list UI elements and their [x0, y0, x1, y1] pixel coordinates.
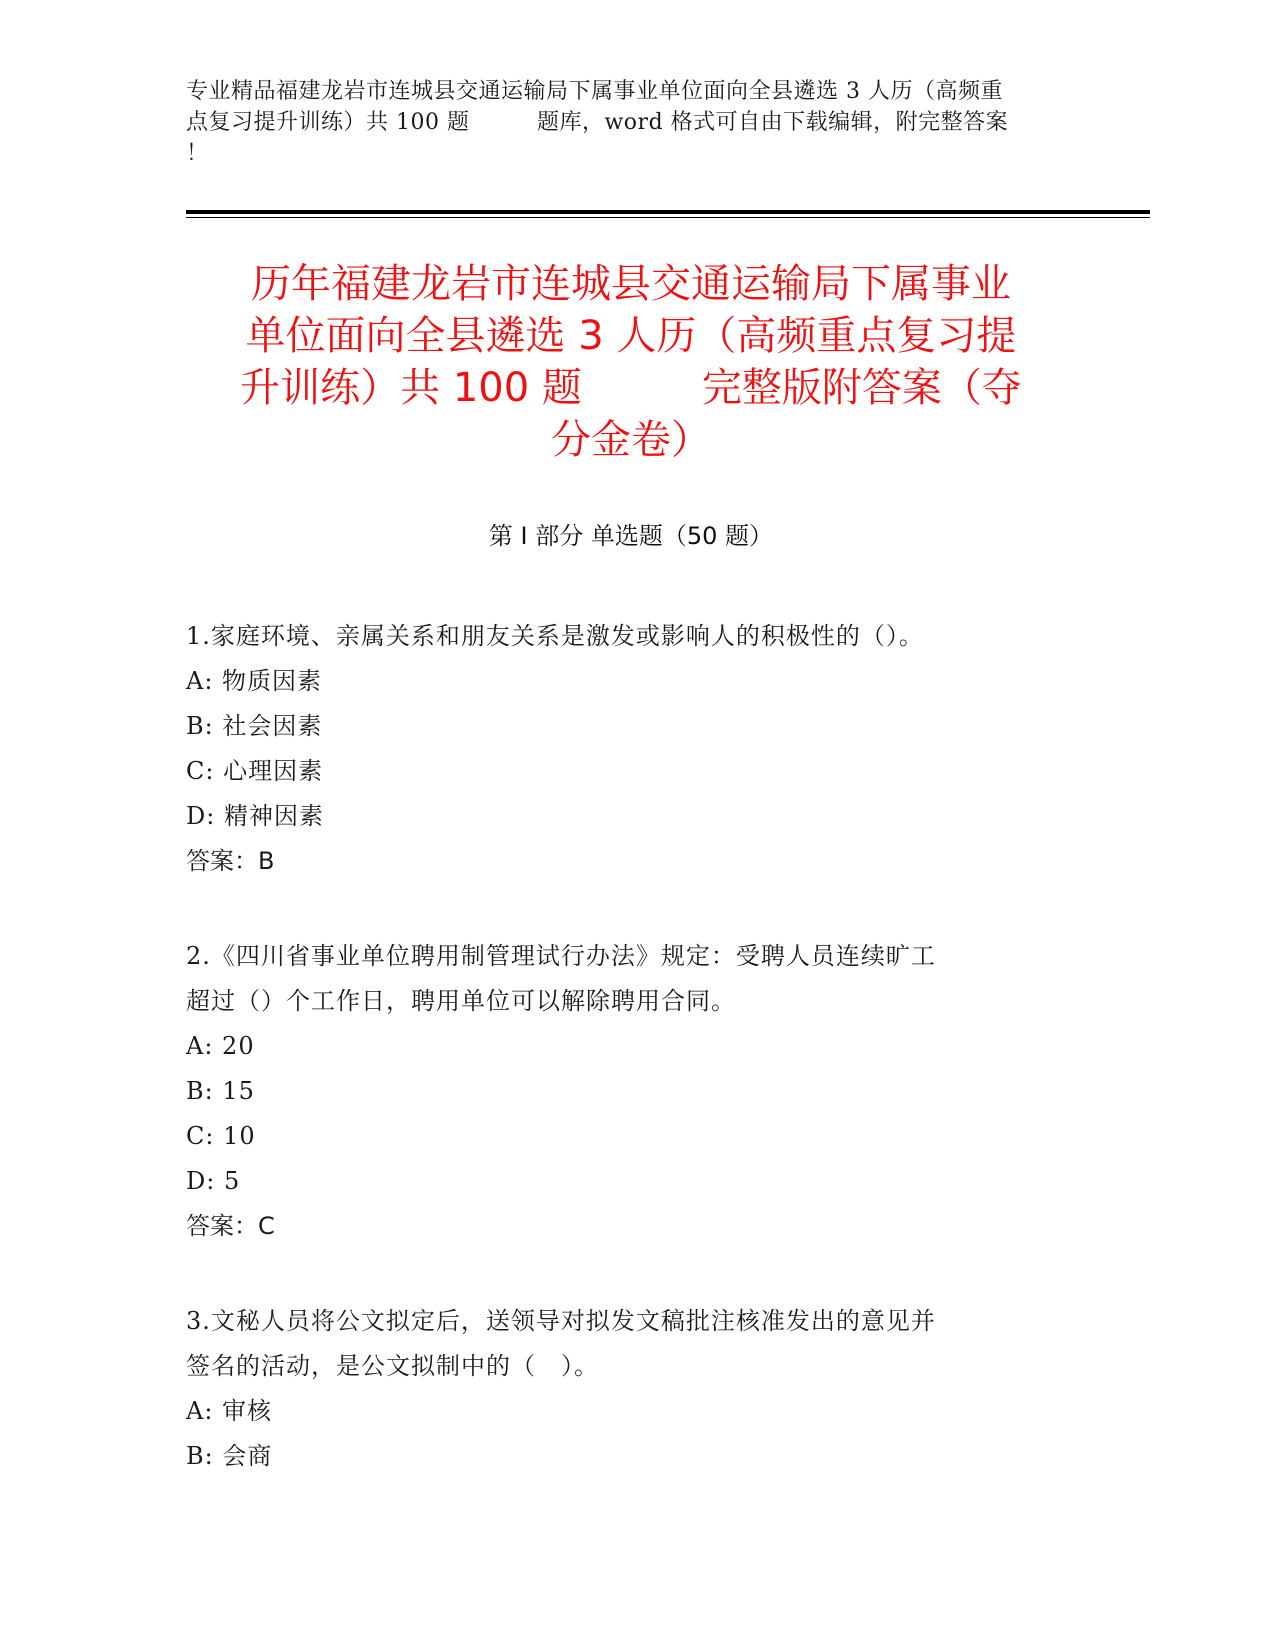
question-stem-line: 签名的活动，是公文拟制中的（ ）。: [186, 1352, 599, 1380]
option-a: A: 20: [186, 1032, 255, 1060]
question-item: [186, 934, 1086, 1249]
option-d: D: 5: [186, 1167, 241, 1195]
option-c: C: 10: [186, 1122, 256, 1150]
section-heading: 第 I 部分 单选题（50 题）: [488, 522, 774, 550]
question-list: [186, 614, 1086, 1529]
option-c: C: 心理因素: [186, 757, 324, 785]
answer-line: 答案：C: [186, 1212, 275, 1240]
question-stem-line: 1.家庭环境、亲属关系和朋友关系是激发或影响人的积极性的（）。: [186, 622, 924, 650]
question-stem: [186, 1299, 1086, 1389]
document-title: [186, 258, 1076, 466]
header-line-3: ！: [186, 141, 209, 166]
question-item: [186, 1299, 1086, 1479]
title-line-1: 历年福建龙岩市连城县交通运输局下属事业: [251, 261, 1011, 307]
question-stem-line: 3.文秘人员将公文拟定后，送领导对拟发文稿批注核准发出的意见并: [186, 1307, 936, 1335]
option-d: D: 精神因素: [186, 802, 324, 830]
title-line-3: 升训练）共 100 题 完整版附答案（夺: [240, 365, 1022, 411]
option-b: B: 15: [186, 1077, 255, 1105]
document-header: [186, 76, 1086, 169]
header-divider-thin: [186, 217, 1150, 218]
answer-line: 答案：B: [186, 847, 275, 875]
option-b: B: 社会因素: [186, 712, 323, 740]
option-b: B: 会商: [186, 1442, 273, 1470]
header-line-2: 点复习提升训练）共 100 题 题库，word 格式可自由下载编辑，附完整答案: [186, 110, 1009, 135]
option-a: A: 物质因素: [186, 667, 323, 695]
question-stem-line: 2.《四川省事业单位聘用制管理试行办法》规定：受聘人员连续旷工: [186, 942, 936, 970]
title-line-2: 单位面向全县遴选 3 人历（高频重点复习提: [245, 313, 1017, 359]
question-stem: [186, 934, 1086, 1024]
option-a: A: 审核: [186, 1397, 273, 1425]
question-item: [186, 614, 1086, 884]
header-line-1: 专业精品福建龙岩市连城县交通运输局下属事业单位面向全县遴选 3 人历（高频重: [186, 79, 1003, 104]
question-stem: [186, 614, 1086, 659]
question-stem-line: 超过（）个工作日，聘用单位可以解除聘用合同。: [186, 987, 736, 1015]
header-divider-thick: [186, 210, 1150, 214]
title-line-4: 分金卷）: [551, 417, 711, 463]
